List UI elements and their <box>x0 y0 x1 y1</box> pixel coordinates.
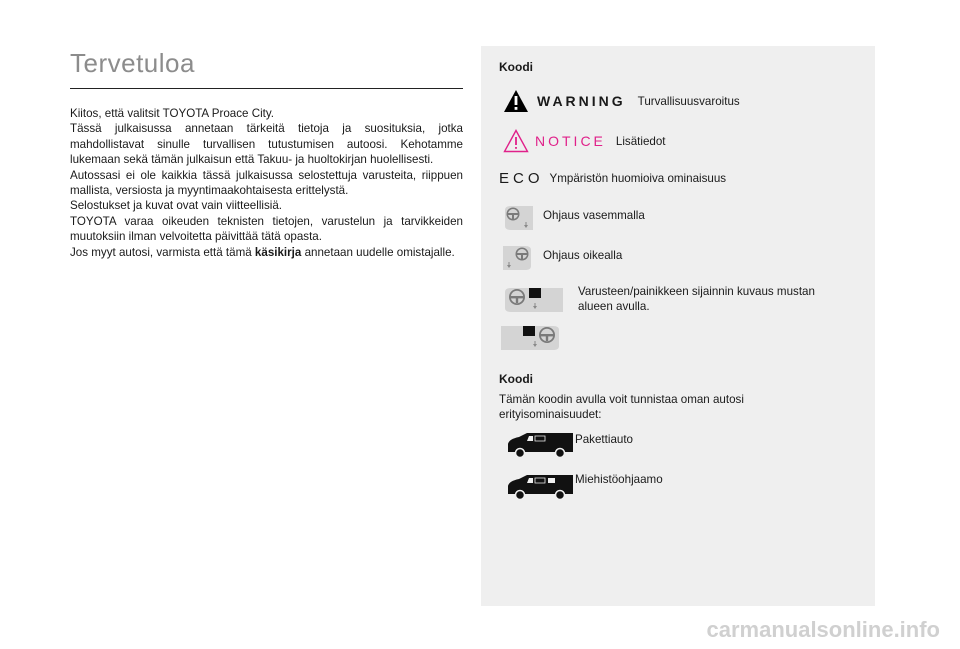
notice-row <box>503 129 666 153</box>
lhd-row <box>503 204 645 232</box>
intro-paragraph-3: Autossasi ei ole kaikkia tässä julkaisussa selostettuja varusteita, riippuen mallista, versiosta ja myyntimaakohtaisesta erittelystä. <box>70 168 463 198</box>
notice-triangle-icon <box>503 129 529 153</box>
intro-p6-start: Jos myyt autosi, varmista että tämä <box>70 245 255 259</box>
warning-row <box>503 89 740 113</box>
notice-word: NOTICE <box>535 133 606 149</box>
eco-word: ECO <box>499 170 544 187</box>
intro-paragraph-2: Tässä julkaisussa annetaan tärkeitä tietoja ja suosituksia, jotka mahdollistavat sinulle turvallisen tutustumisen autoosi. Kehotamme lukemaan sekä tämän julkaisun että Takuu- ja huoltokirjan huolellisesti. <box>70 122 463 167</box>
intro-paragraph-5: TOYOTA varaa oikeuden teknisten tietojen, varustelun ja tarvikkeiden muutoksiin ilman velvoitetta päivittää tätä opasta. <box>70 214 463 244</box>
code-description: Tämän koodin avulla voit tunnistaa oman autosi erityisominaisuudet: <box>499 393 744 421</box>
location-label: Varusteen/painikkeen sijainnin kuvaus mustan alueen avulla. <box>578 285 815 313</box>
legend-heading: Koodi <box>499 60 533 74</box>
right-hand-drive-icon <box>503 244 533 272</box>
intro-text <box>70 106 463 260</box>
warning-triangle-icon <box>503 89 529 113</box>
crew-cab-icon <box>505 472 575 502</box>
intro-paragraph-6 <box>70 245 463 260</box>
legend-panel <box>481 46 875 606</box>
warning-label: Turvallisuusvaroitus <box>637 94 740 108</box>
intro-p6-bold: käsikirja <box>254 245 302 259</box>
intro-p6-end: annetaan uudelle omistajalle. <box>301 245 455 259</box>
notice-label: Lisätiedot <box>615 134 666 148</box>
lhd-label: Ohjaus vasemmalla <box>543 208 645 222</box>
rhd-row <box>503 244 622 272</box>
eco-label: Ympäristön huomioiva ominaisuus <box>549 172 727 185</box>
location-rhd-icon <box>501 322 563 354</box>
left-column <box>70 48 463 260</box>
crew-cab-label: Miehistöohjaamo <box>575 473 663 486</box>
eco-row <box>499 170 726 187</box>
rhd-label: Ohjaus oikealla <box>543 248 623 262</box>
location-lhd-icon <box>501 284 563 316</box>
warning-word: WARNING <box>537 93 626 109</box>
watermark: carmanualsonline.info <box>706 617 940 642</box>
van-icon <box>505 430 575 460</box>
title-divider <box>70 88 463 89</box>
left-hand-drive-icon <box>503 204 533 232</box>
van-label: Pakettiauto <box>575 433 634 446</box>
page-title: Tervetuloa <box>70 48 195 78</box>
intro-paragraph-1: Kiitos, että valitsit TOYOTA Proace City. <box>70 107 275 120</box>
intro-paragraph-4: Selostukset ja kuvat ovat vain viitteellisiä. <box>70 199 283 213</box>
code-heading: Koodi <box>499 372 533 386</box>
